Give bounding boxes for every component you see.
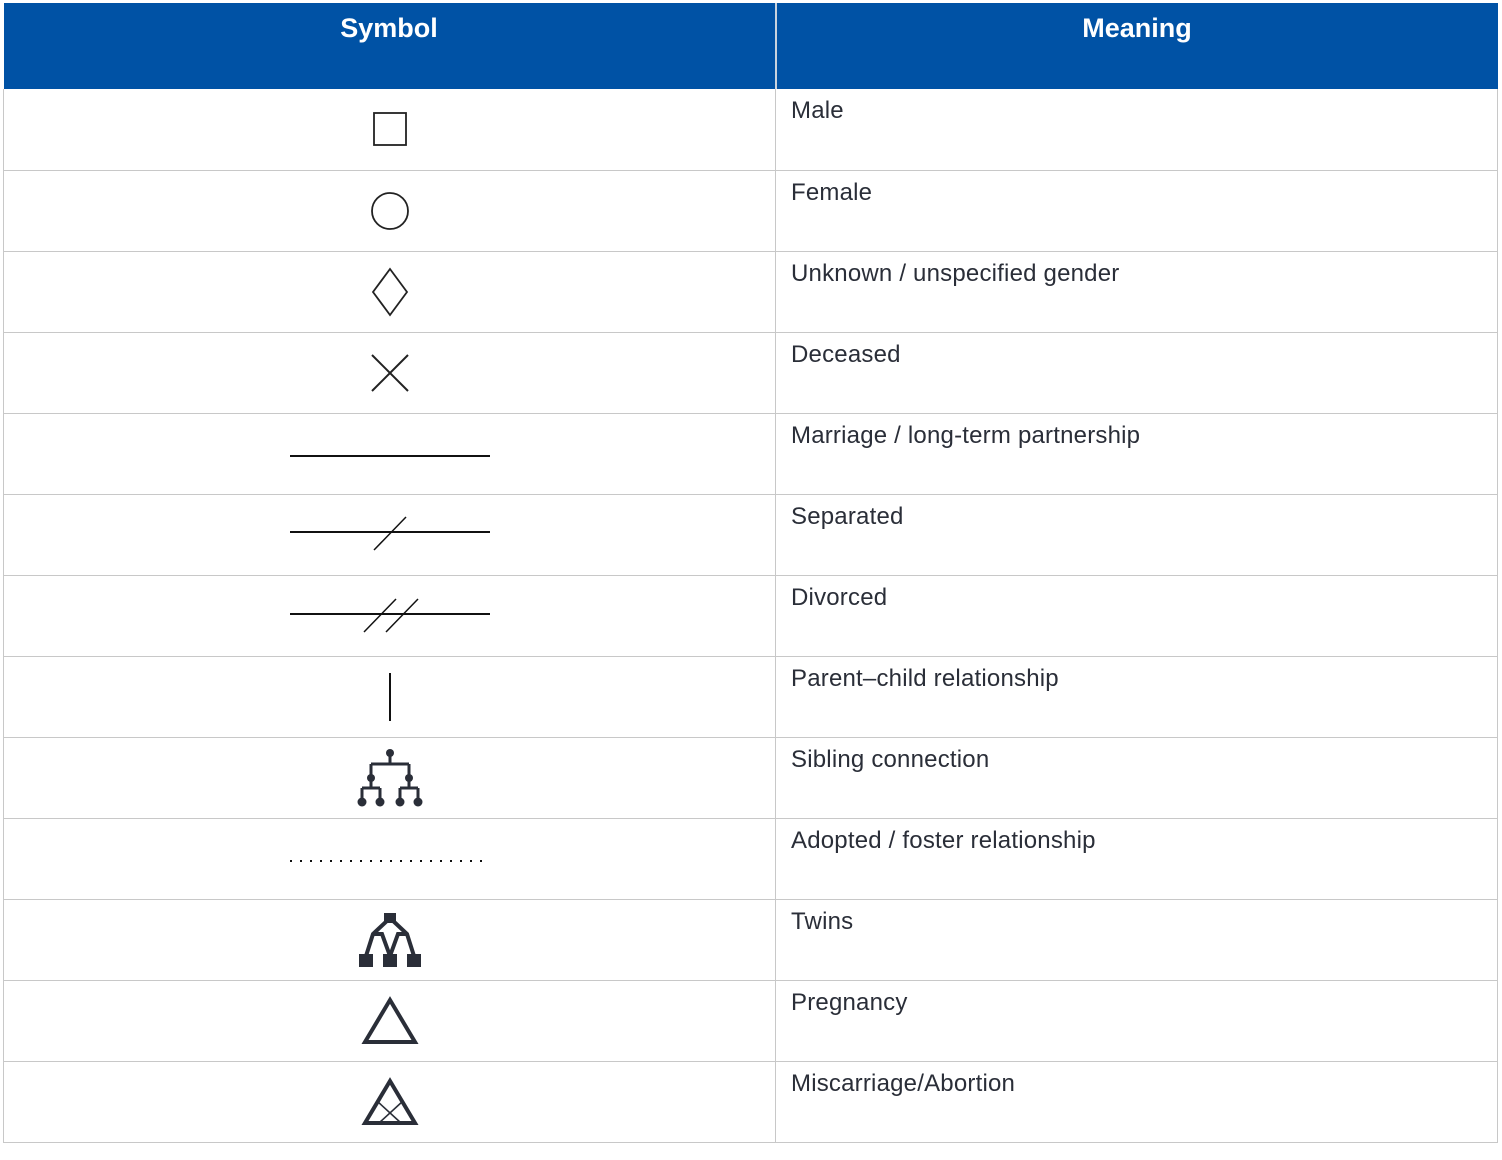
symbol-cell bbox=[4, 818, 776, 899]
diamond-unknown-icon bbox=[368, 266, 412, 318]
symbol-legend-table bbox=[3, 3, 1498, 1143]
meaning-cell: Deceased bbox=[776, 332, 1498, 413]
meaning-cell: Unknown / unspecified gender bbox=[776, 251, 1498, 332]
table-row bbox=[4, 494, 1498, 575]
cross-deceased-icon bbox=[368, 351, 412, 395]
meaning-cell: Male bbox=[776, 89, 1498, 170]
meaning-cell: Parent–child relationship bbox=[776, 656, 1498, 737]
table-row bbox=[4, 170, 1498, 251]
symbol-cell bbox=[4, 494, 776, 575]
symbol-column-header: Symbol bbox=[4, 3, 776, 89]
symbol-cell bbox=[4, 899, 776, 980]
twins-tree-icon bbox=[355, 910, 425, 970]
square-male-icon bbox=[370, 109, 410, 149]
table-row bbox=[4, 332, 1498, 413]
single-slash-line-icon bbox=[288, 515, 492, 555]
symbol-cell bbox=[4, 332, 776, 413]
meaning-column-header: Meaning bbox=[776, 3, 1498, 89]
table-row bbox=[4, 980, 1498, 1061]
crossed-triangle-icon bbox=[360, 1076, 420, 1128]
symbol-cell bbox=[4, 251, 776, 332]
meaning-cell: Pregnancy bbox=[776, 980, 1498, 1061]
solid-line-icon bbox=[288, 444, 492, 464]
table-row bbox=[4, 899, 1498, 980]
table-row bbox=[4, 656, 1498, 737]
table-row bbox=[4, 1061, 1498, 1142]
symbol-cell bbox=[4, 737, 776, 818]
table-row bbox=[4, 737, 1498, 818]
meaning-cell: Miscarriage/Abortion bbox=[776, 1061, 1498, 1142]
table-row bbox=[4, 413, 1498, 494]
symbol-cell bbox=[4, 575, 776, 656]
symbol-cell bbox=[4, 980, 776, 1061]
meaning-cell: Marriage / long-term partnership bbox=[776, 413, 1498, 494]
meaning-cell: Twins bbox=[776, 899, 1498, 980]
sibling-tree-icon bbox=[355, 748, 425, 808]
meaning-cell: Separated bbox=[776, 494, 1498, 575]
symbol-cell bbox=[4, 413, 776, 494]
meaning-cell: Adopted / foster relationship bbox=[776, 818, 1498, 899]
vertical-line-icon bbox=[385, 671, 395, 723]
table-row bbox=[4, 89, 1498, 170]
symbol-cell bbox=[4, 1061, 776, 1142]
symbol-cell bbox=[4, 170, 776, 251]
symbol-cell bbox=[4, 656, 776, 737]
table-row bbox=[4, 818, 1498, 899]
table-row bbox=[4, 575, 1498, 656]
table-row bbox=[4, 251, 1498, 332]
dotted-line-icon bbox=[288, 849, 492, 869]
circle-female-icon bbox=[368, 189, 412, 233]
symbol-cell bbox=[4, 89, 776, 170]
meaning-cell: Female bbox=[776, 170, 1498, 251]
table-header-row bbox=[4, 3, 1498, 89]
triangle-pregnancy-icon bbox=[360, 995, 420, 1047]
meaning-cell: Divorced bbox=[776, 575, 1498, 656]
double-slash-line-icon bbox=[288, 596, 492, 636]
meaning-cell: Sibling connection bbox=[776, 737, 1498, 818]
